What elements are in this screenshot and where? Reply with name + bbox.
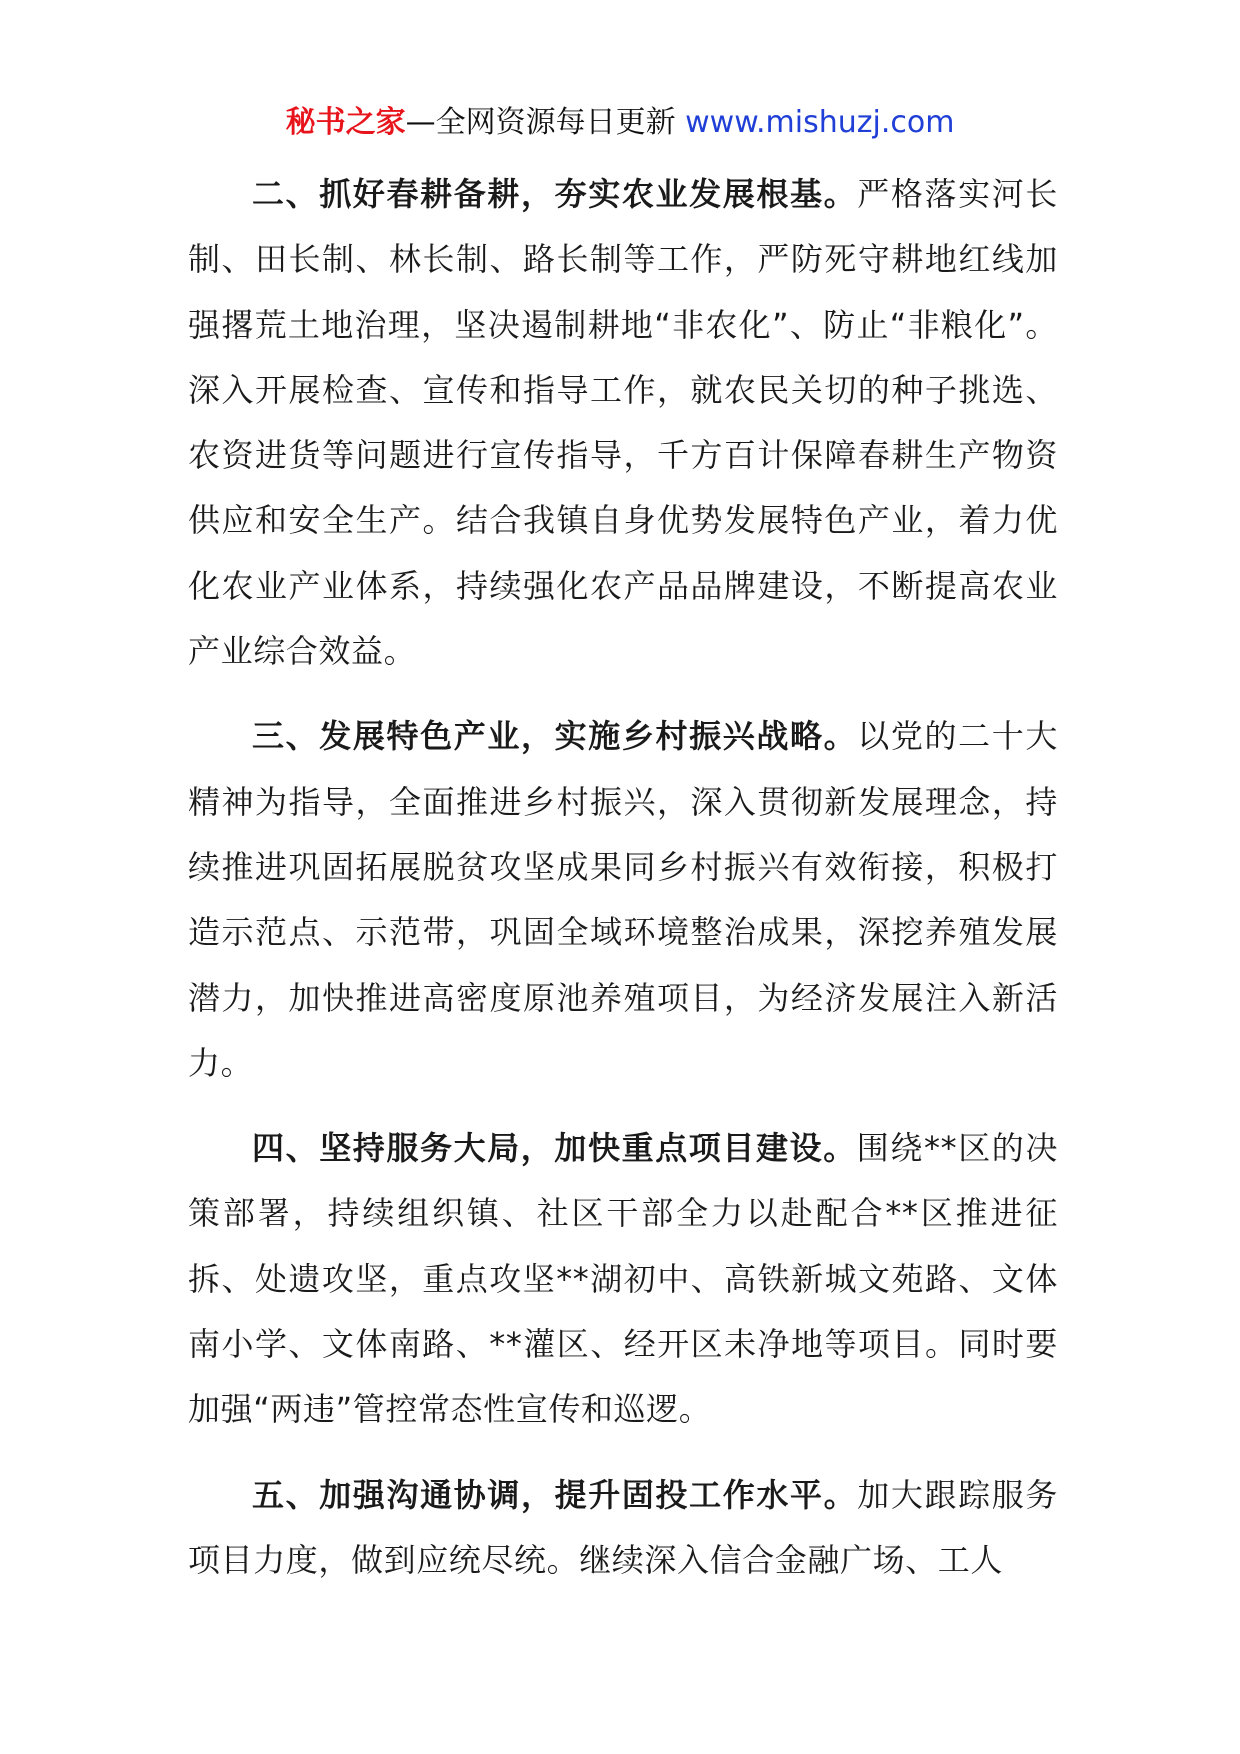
site-url-link[interactable]: www.mishuzj.com xyxy=(685,105,955,140)
paragraph-text: 以党的二十大精神为指导，全面推进乡村振兴，深入贯彻新发展理念，持续推进巩固拓展脱贫攻坚成果同乡村振兴有效衔接，积极打造示范点、示范带，巩固全域环境整治成果，深挖养殖发展潜力，加快推进高密度原池养殖项目，为经济发展注入新活力。 xyxy=(188,717,1058,1082)
paragraph-4 xyxy=(188,1116,1058,1442)
paragraph-heading: 二、抓好春耕备耕，夯实农业发展根基。 xyxy=(252,175,858,213)
paragraph-text: 围绕**区的决策部署，持续组织镇、社区干部全力以赴配合**区推进征拆、处遗攻坚，重点攻坚**湖初中、高铁新城文苑路、文体南小学、文体南路、**灌区、经开区未净地等项目。同时要加强“两违”管控常态性宣传和巡逻。 xyxy=(188,1129,1058,1429)
paragraph-heading: 五、加强沟通协调，提升固投工作水平。 xyxy=(252,1475,858,1514)
paragraph-text: 严格落实河长制、田长制、林长制、路长制等工作，严防死守耕地红线加强撂荒土地治理，坚决遏制耕地“非农化”、防止“非粮化”。深入开展检查、宣传和指导工作，就农民关切的种子挑选、农资进货等问题进行宣传指导，千方百计保障春耕生产物资供应和安全生产。结合我镇自身优势发展特色产业，着力优化农业产业体系，持续强化农产品品牌建设，不断提高农业产业综合效益。 xyxy=(188,175,1058,671)
site-header xyxy=(0,103,1240,143)
paragraph-heading: 四、坚持服务大局，加快重点项目建设。 xyxy=(252,1129,857,1168)
site-brand: 秘书之家 xyxy=(285,105,406,140)
document-body xyxy=(188,162,1058,1613)
site-slogan: —全网资源每日更新 xyxy=(405,105,676,140)
paragraph-text: 加大跟踪服务项目力度，做到应统尽统。继续深入信合金融广场、工人 xyxy=(188,1475,1058,1579)
paragraph-5 xyxy=(188,1463,1058,1594)
paragraph-2 xyxy=(188,162,1058,684)
paragraph-3 xyxy=(188,704,1058,1096)
paragraph-heading: 三、发展特色产业，实施乡村振兴战略。 xyxy=(252,717,858,756)
